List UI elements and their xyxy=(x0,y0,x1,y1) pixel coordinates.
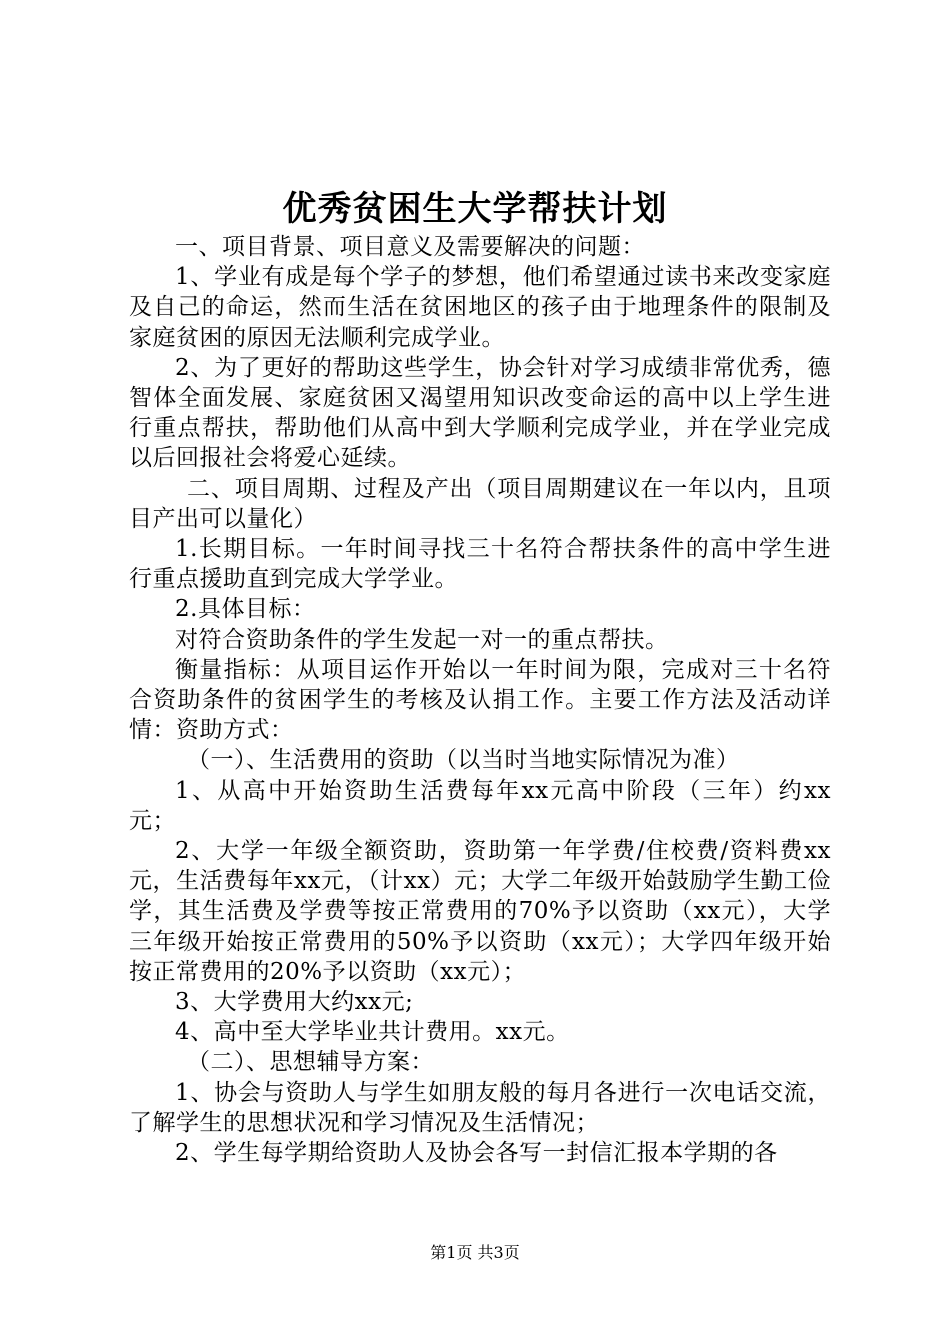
paragraph: 2.具体目标： xyxy=(175,596,316,623)
paragraph: 1、学业有成是每个学子的梦想，他们希望通过读书来改变家庭及自己的命运，然而生活在贫困地区的孩子由于地理条件的限制及家庭贫困的原因无法顺利完成学业。 xyxy=(129,264,831,351)
page-footer: 第1页 共3页 xyxy=(430,1243,520,1262)
paragraph: 2、为了更好的帮助这些学生，协会针对学习成绩非常优秀，德智体全面发展、家庭贫困又渴望用知识改变命运的高中以上学生进行重点帮扶，帮助他们从高中到大学顺利完成学业，并在学业完成以后回报社会将爱心延续。 xyxy=(129,354,831,472)
paragraph: 对符合资助条件的学生发起一对一的重点帮扶。 xyxy=(175,626,669,653)
section-heading-background: 一、项目背景、项目意义及需要解决的问题： xyxy=(175,234,645,260)
paragraph: 2、大学一年级全额资助，资助第一年学费/住校费/资料费xx元，生活费每年xx元，（计xx）元；大学二年级开始鼓励学生勤工俭学，其生活费及学费等按正常费用的70%予以资助（xx元），大学三年级开始按正常费用的50%予以资助（xx元）；大学四年级开始按正常费用的20%予以资助（xx元）； xyxy=(129,838,831,985)
paragraph: 衡量指标：从项目运作开始以一年时间为限，完成对三十名符合资助条件的贫困学生的考核及认捐工作。主要工作方法及活动详情：资助方式： xyxy=(129,656,831,744)
document-body xyxy=(129,232,831,1168)
subsection-heading-living-costs: （一）、生活费用的资助（以当时当地实际情况为准） xyxy=(187,747,740,774)
paragraph: 2、学生每学期给资助人及协会各写一封信汇报本学期的各 xyxy=(175,1140,778,1167)
document-title: 优秀贫困生大学帮扶计划 xyxy=(282,189,668,229)
paragraph: 1、从高中开始资助生活费每年xx元高中阶段（三年）约xx元； xyxy=(129,777,831,834)
subsection-heading-counseling: （二）、思想辅导方案： xyxy=(187,1049,434,1076)
paragraph: 1、协会与资助人与学生如朋友般的每月各进行一次电话交流，了解学生的思想状况和学习情况及生活情况； xyxy=(129,1079,831,1136)
paragraph: 1.长期目标。一年时间寻找三十名符合帮扶条件的高中学生进行重点援助直到完成大学学业。 xyxy=(129,536,831,593)
paragraph: 4、高中至大学毕业共计费用。xx元。 xyxy=(175,1019,570,1046)
paragraph: 3、大学费用大约xx元; xyxy=(175,989,414,1016)
section-heading-cycle: 二、项目周期、过程及产出（项目周期建议在一年以内，且项目产出可以量化） xyxy=(129,475,831,532)
